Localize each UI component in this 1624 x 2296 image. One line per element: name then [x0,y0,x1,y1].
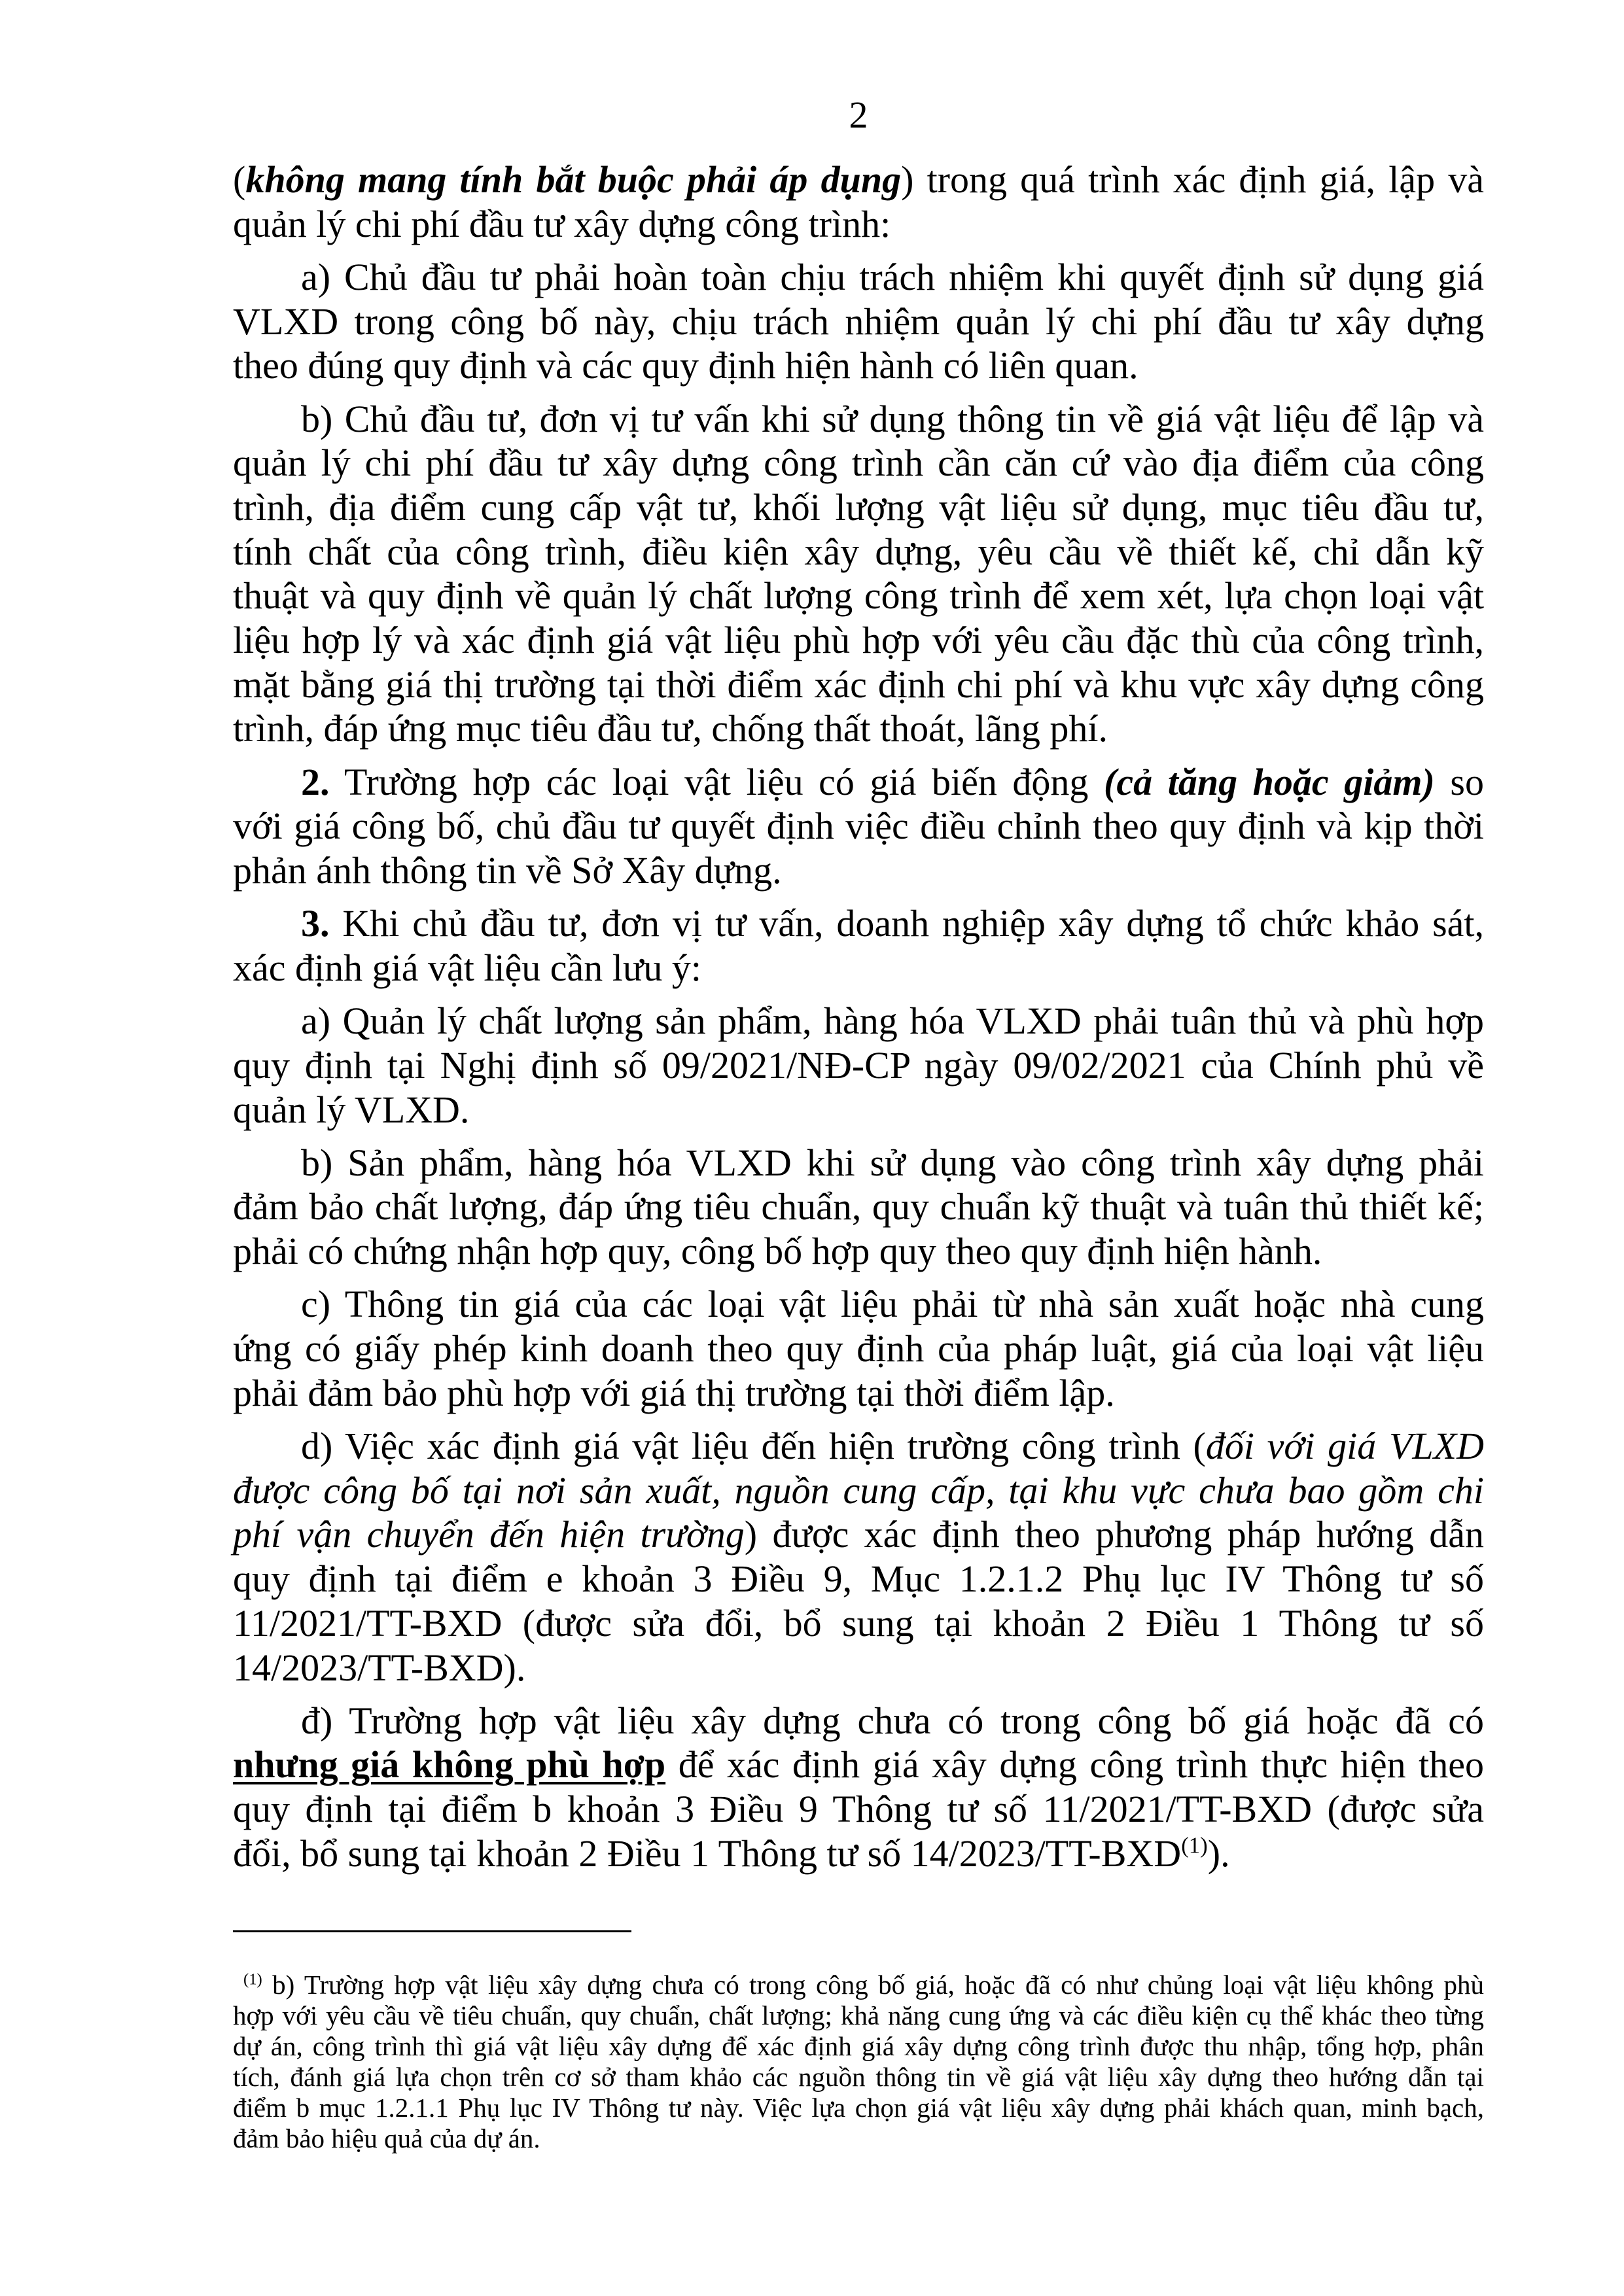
text-line [233,1646,1484,1690]
text-run: quy định tại Nghị định số 09/2021/NĐ-CP ngày 09/02/2021 của Chính phủ về [233,1043,1484,1087]
text-line [233,1327,1484,1371]
bold-italic-text: (cả tăng hoặc giảm) [1104,760,1435,803]
text-line [233,946,1484,990]
text-run: phải đảm bảo phù hợp với giá thị trường tại thời điểm lập. [233,1371,1115,1414]
text-line [233,1970,1484,2000]
text-run: trình, đáp ứng mục tiêu đầu tư, chống thất thoát, lãng phí. [233,707,1108,750]
paragraph-continued [233,158,1484,246]
text-run: đảm bảo hiệu quả của dự án. [233,2123,540,2153]
text-run: b) Trường hợp vật liệu xây dựng chưa có trong công bố giá, hoặc đã có như chủng loại vật liệu không phù [262,1970,1484,2000]
text-line [233,202,1484,247]
text-line [233,618,1484,663]
text-line [233,848,1484,893]
text-run: quản lý VLXD. [233,1088,470,1131]
text-run: đ) Trường hợp vật liệu xây dựng chưa có trong công bố giá hoặc đã có [301,1699,1484,1742]
text-run: phản ánh thông tin về Sở Xây dựng. [233,849,782,892]
bold-underlined-text: nhưng giá không phù hợp [233,1743,666,1786]
text-line [233,999,1484,1043]
body-text [233,158,1484,1876]
text-run: Khi chủ đầu tư, đơn vị tư vấn, doanh nghiệp xây dựng tổ chức khảo sát, [329,902,1484,945]
text-line [233,901,1484,946]
footnote-reference: (1) [1181,1832,1208,1858]
text-line [233,1088,1484,1132]
paragraph [233,760,1484,893]
text-run: ( [233,158,246,201]
text-line [233,2000,1484,2031]
page-number: 2 [849,94,868,136]
text-line [233,1043,1484,1088]
text-run: d) Việc xác định giá vật liệu đến hiện trường công trình ( [301,1424,1206,1467]
text-run: xác định giá vật liệu cần lưu ý: [233,946,701,989]
text-line [233,255,1484,300]
text-run: ứng có giấy phép kinh doanh theo quy định của pháp luật, giá của loại vật liệu [233,1327,1484,1370]
text-run: c) Thông tin giá của các loại vật liệu phải từ nhà sản xuất hoặc nhà cung [301,1283,1484,1326]
text-line [233,1512,1484,1557]
text-run: đổi, bổ sung tại khoản 2 Điều 1 Thông tư số 14/2023/TT-BXD [233,1832,1182,1875]
paragraph [233,1141,1484,1274]
text-run: ) được xác định theo phương pháp hướng dẫn [744,1513,1484,1556]
paragraph [233,1282,1484,1415]
text-line [233,804,1484,848]
text-line [233,1832,1484,1876]
paragraph [233,1699,1484,1876]
paragraph [233,397,1484,752]
text-line [233,1469,1484,1513]
text-line [233,397,1484,442]
footnote-separator [233,1930,631,1932]
text-line [233,2062,1484,2093]
text-run: ). [1207,1832,1230,1875]
text-line [233,158,1484,202]
text-line [233,1282,1484,1327]
text-run: quản lý chi phí đầu tư xây dựng công trình cần căn cứ vào địa điểm của công [233,442,1484,485]
text-line [233,1601,1484,1646]
text-run: phải có chứng nhận hợp quy, công bố hợp quy theo quy định hiện hành. [233,1230,1322,1273]
text-line [233,663,1484,707]
text-line [233,1557,1484,1601]
text-line [233,1699,1484,1743]
text-run: Trường hợp các loại vật liệu có giá biến động [329,760,1104,803]
text-run: đảm bảo chất lượng, đáp ứng tiêu chuẩn, quy chuẩn kỹ thuật và tuân thủ thiết kế; [233,1185,1484,1228]
text-line [233,1229,1484,1274]
text-line [233,300,1484,344]
footnote [233,1970,1484,2154]
text-line [233,485,1484,530]
text-line [233,441,1484,485]
footnote-reference: (1) [243,1970,262,1989]
paragraph [233,999,1484,1132]
text-line [233,343,1484,388]
text-run: a) Chủ đầu tư phải hoàn toàn chịu trách nhiệm khi quyết định sử dụng giá [301,255,1484,298]
italic-text: đối với giá VLXD [1205,1424,1484,1467]
text-run: b) Chủ đầu tư, đơn vị tư vấn khi sử dụng thông tin về giá vật liệu để lập và [301,397,1484,440]
text-run: quy định tại điểm e khoản 3 Điều 9, Mục 1.2.1.2 Phụ lục IV Thông tư số [233,1557,1484,1601]
bold-text: 2. [301,760,330,803]
text-line [233,2031,1484,2062]
text-run: theo đúng quy định và các quy định hiện hành có liên quan. [233,344,1139,387]
text-line [233,760,1484,805]
italic-text: phí vận chuyển đến hiện trường [233,1513,745,1556]
paragraph [233,1424,1484,1690]
text-line [233,2093,1484,2123]
bold-text: 3. [301,902,330,945]
text-run: điểm b mục 1.2.1.1 Phụ lục IV Thông tư này. Việc lựa chọn giá vật liệu xây dựng phải khách quan, minh bạch, [233,2093,1484,2123]
text-run: ) trong quá trình xác định giá, lập và [901,158,1484,201]
text-run: tích, đánh giá lựa chọn trên cơ sở tham khảo các nguồn thông tin về giá vật liệu xây dựng theo hướng dẫn tại [233,2062,1484,2092]
text-line [233,574,1484,618]
text-run: liệu hợp lý và xác định giá vật liệu phù hợp với yêu cầu đặc thù của công trình, [233,619,1484,662]
text-run: tính chất của công trình, điều kiện xây dựng, yêu cầu về thiết kế, chỉ dẫn kỹ [233,530,1484,573]
text-line [233,1787,1484,1832]
text-line [233,2123,1484,2154]
italic-text: được công bố tại nơi sản xuất, nguồn cung cấp, tại khu vực chưa bao gồm chi [233,1469,1484,1512]
text-line [233,1371,1484,1416]
text-run: với giá công bố, chủ đầu tư quyết định việc điều chỉnh theo quy định và kịp thời [233,805,1484,848]
text-line [233,1424,1484,1469]
text-run: b) Sản phẩm, hàng hóa VLXD khi sử dụng vào công trình xây dựng phải [301,1141,1484,1184]
text-run: 11/2021/TT-BXD (được sửa đổi, bổ sung tại khoản 2 Điều 1 Thông tư số [233,1601,1484,1644]
text-line [233,530,1484,574]
paragraph [233,901,1484,990]
bold-italic-text: không mang tính bắt buộc phải áp dụng [245,158,902,201]
text-line [233,1185,1484,1229]
text-run: mặt bằng giá thị trường tại thời điểm xác định chi phí và khu vực xây dựng công [233,663,1484,706]
text-run: a) Quản lý chất lượng sản phẩm, hàng hóa VLXD phải tuân thủ và phù hợp [301,1000,1484,1043]
text-line [233,1141,1484,1185]
text-run: trình, địa điểm cung cấp vật tư, khối lượng vật liệu sử dụng, mục tiêu đầu tư, [233,485,1484,529]
text-run: quy định tại điểm b khoản 3 Điều 9 Thông tư số 11/2021/TT-BXD (được sửa [233,1788,1484,1831]
text-run: quản lý chi phí đầu tư xây dựng công trình: [233,202,891,245]
text-line [233,706,1484,751]
text-line [233,1743,1484,1787]
text-run: VLXD trong công bố này, chịu trách nhiệm quản lý chi phí đầu tư xây dựng [233,300,1484,343]
text-run: thuật và quy định về quản lý chất lượng công trình để xem xét, lựa chọn loại vật [233,574,1484,617]
text-run: 14/2023/TT-BXD). [233,1646,526,1689]
paragraph [233,255,1484,388]
text-run: hợp với yêu cầu về tiêu chuẩn, quy chuẩn, chất lượng; khả năng cung ứng và các điều kiện cụ thể khác theo từng [233,2000,1484,2030]
text-run: so [1434,760,1485,803]
text-run: dự án, công trình thì giá vật liệu xây dựng để xác định giá xây dựng công trình được thu nhập, tổng hợp, phân [233,2031,1484,2061]
text-run: để xác định giá xây dựng công trình thực hiện theo [665,1743,1484,1786]
